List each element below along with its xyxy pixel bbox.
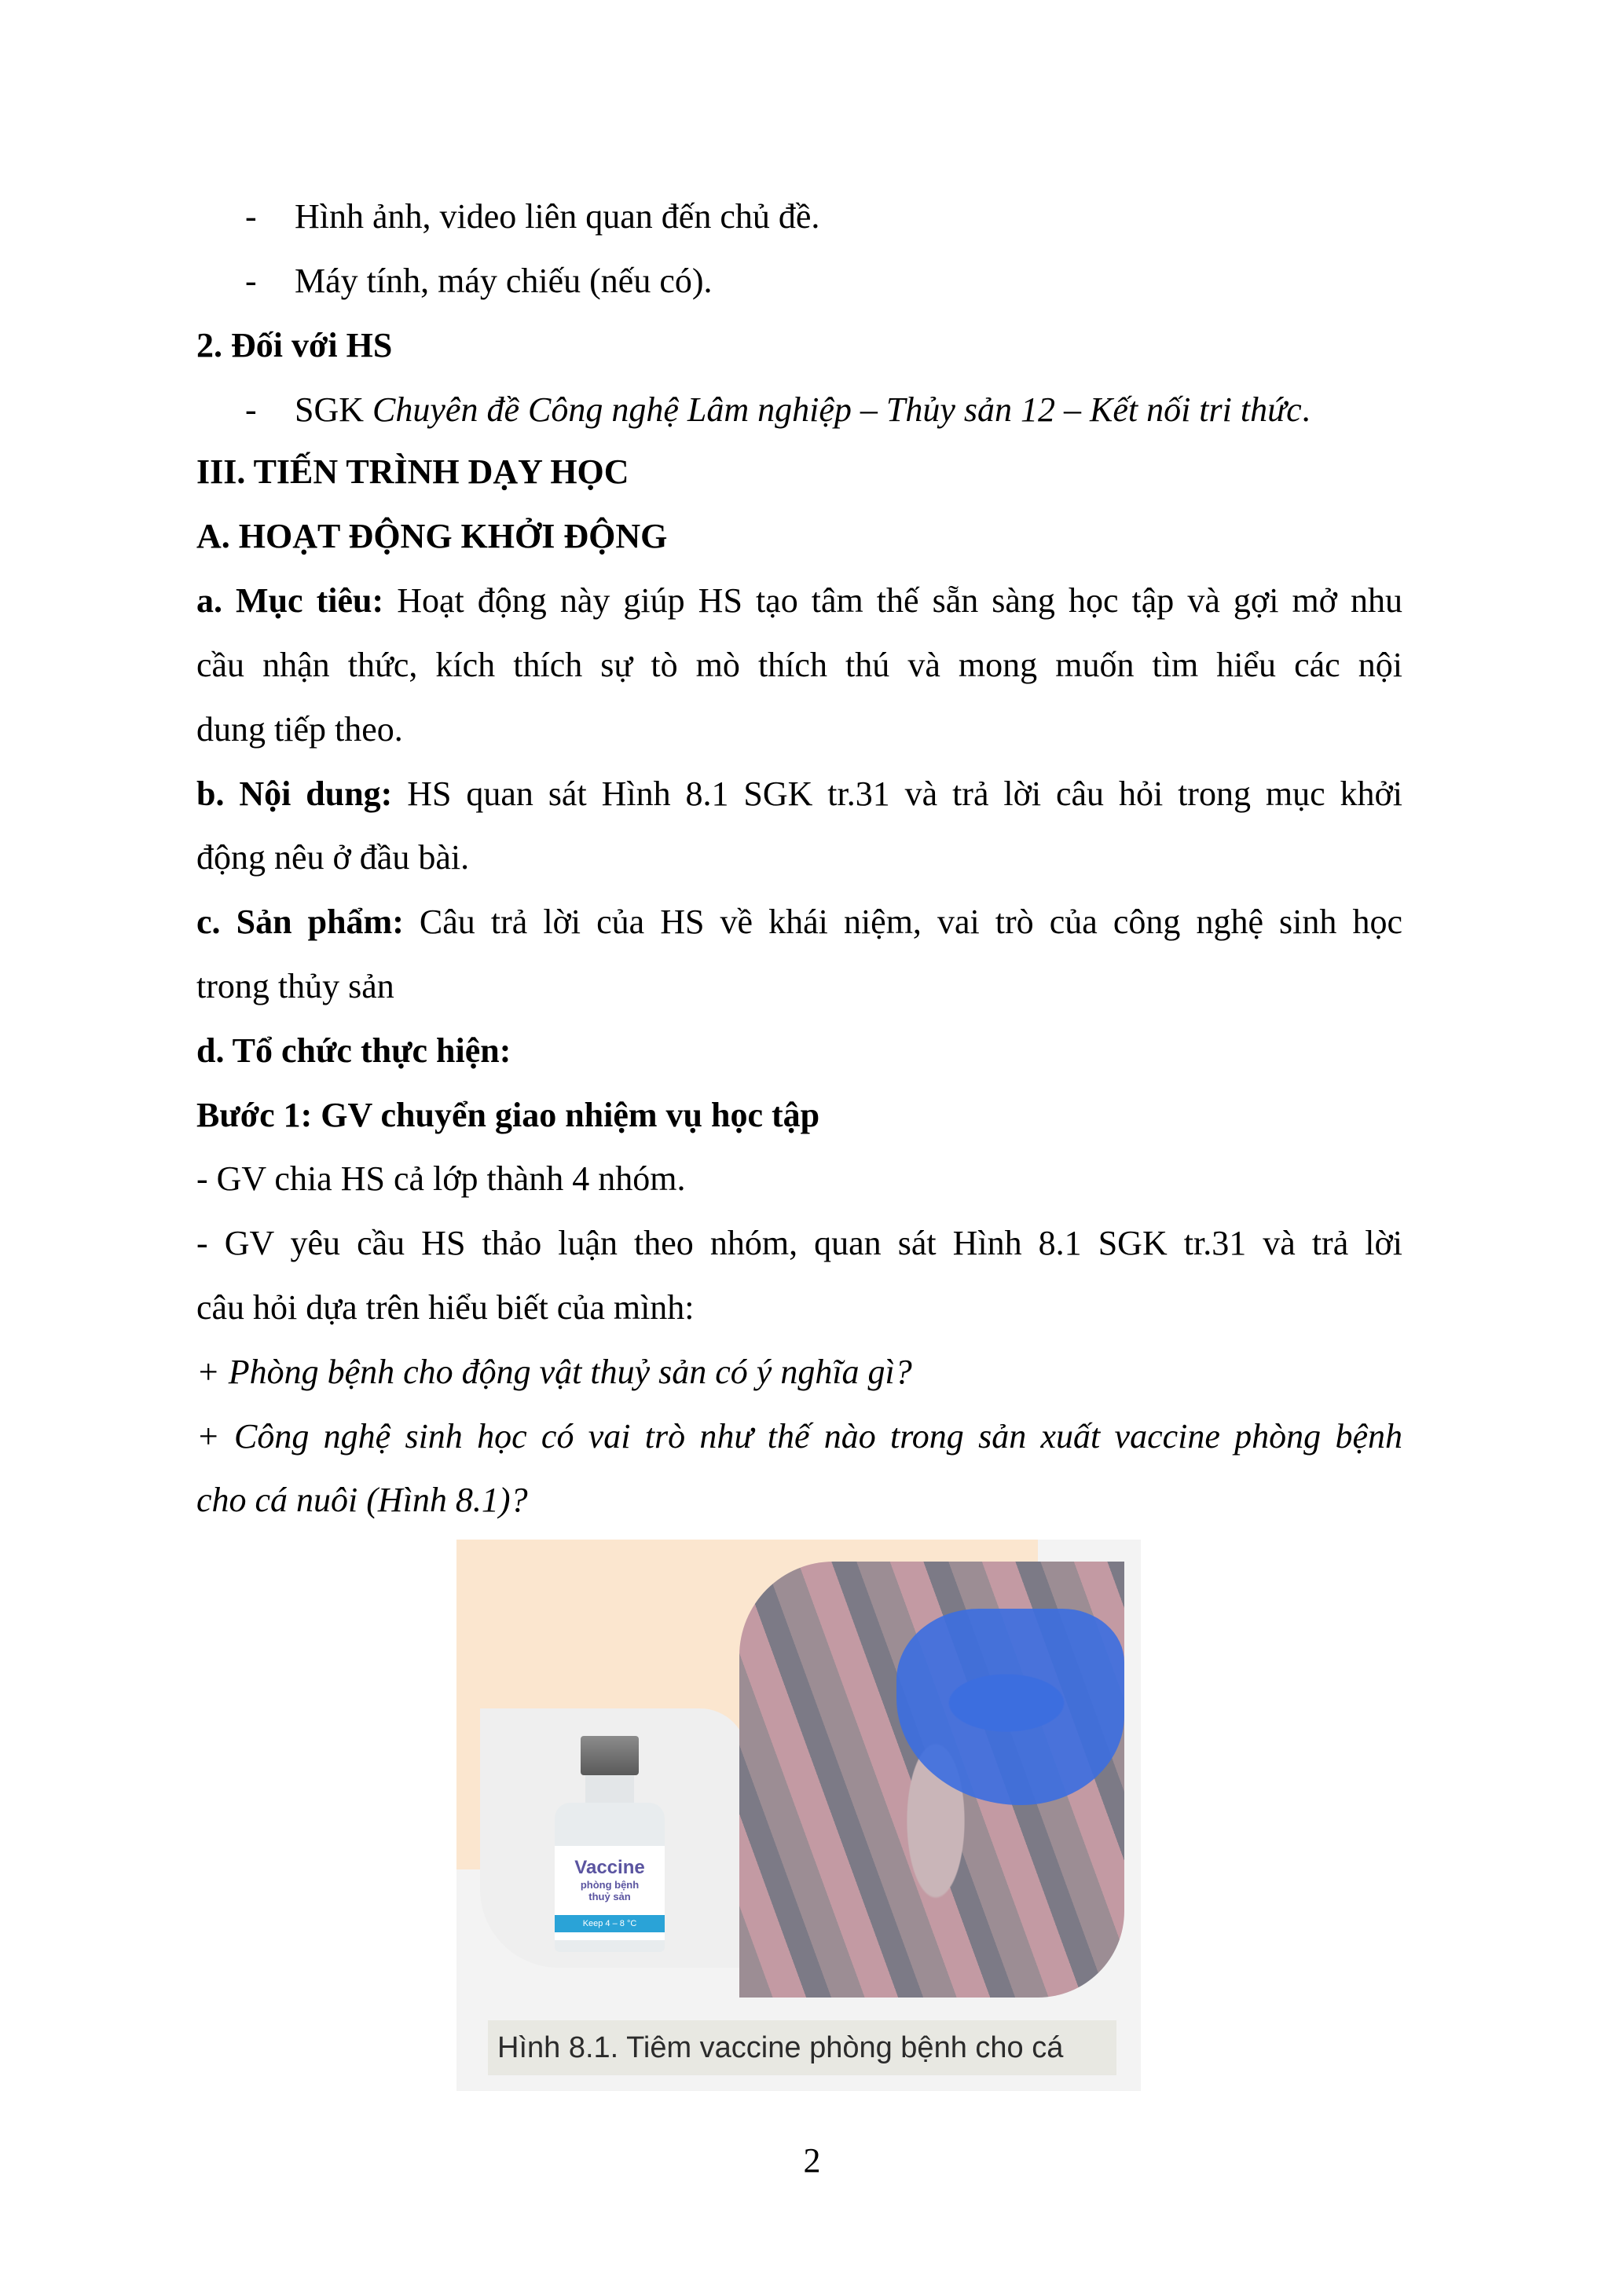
book-title: Chuyên đề Công nghệ Lâm nghiệp – Thủy sản 12 – Kết nối tri thức (372, 390, 1302, 429)
paragraph-line: cầu nhận thức, kích thích sự tò mò thích thú và mong muốn tìm hiểu các nội (196, 646, 1402, 684)
glove (896, 1609, 1124, 1805)
subheading: d. Tổ chức thực hiện: (196, 1031, 511, 1070)
vial-subtitle: phòng bệnh (580, 1879, 640, 1891)
question: + Công nghệ sinh học có vai trò như thế nào trong sản xuất vaccine phòng bệnh (196, 1417, 1402, 1456)
hs-heading: 2. Đối với HS (196, 326, 393, 364)
label: b. Nội dung: (196, 774, 393, 813)
paragraph-line: - GV chia HS cả lớp thành 4 nhóm. (196, 1159, 686, 1198)
question: cho cá nuôi (Hình 8.1)? (196, 1481, 528, 1519)
section-heading: III. TIẾN TRÌNH DẠY HỌC (196, 452, 629, 491)
step-heading: Bước 1: GV chuyển giao nhiệm vụ học tập (196, 1096, 820, 1134)
figure-caption: Hình 8.1. Tiêm vaccine phòng bệnh cho cá (488, 2020, 1116, 2075)
figure-image (456, 1540, 1141, 2091)
list-item: Máy tính, máy chiếu (nếu có). (295, 262, 713, 300)
vial-title: Vaccine (574, 1857, 645, 1878)
text: Câu trả lời của HS về khái niệm, vai trò của công nghệ sinh học (403, 903, 1402, 941)
text: HS quan sát Hình 8.1 SGK tr.31 và trả lời câu hỏi trong mục khởi (392, 774, 1402, 813)
vial-label (555, 1846, 665, 1940)
bullet-dash: - (245, 390, 257, 429)
vial-neck (585, 1775, 634, 1807)
paragraph-line: câu hỏi dựa trên hiểu biết của mình: (196, 1288, 695, 1327)
paragraph-line: động nêu ở đầu bài. (196, 838, 470, 877)
paragraph-line: dung tiếp theo. (196, 710, 403, 749)
text: . (1301, 390, 1311, 429)
vial-storage: Keep 4 – 8 °C (555, 1915, 665, 1932)
paragraph-line: trong thủy sản (196, 967, 394, 1005)
bullet-dash: - (245, 197, 257, 236)
list-item (295, 388, 1402, 432)
paragraph-line (196, 772, 1402, 816)
vaccine-vial (551, 1736, 669, 1956)
paragraph-line (196, 900, 1402, 944)
section-heading: A. HOẠT ĐỘNG KHỞI ĐỘNG (196, 517, 668, 555)
label: a. Mục tiêu: (196, 581, 384, 620)
label: c. Sản phẩm: (196, 903, 404, 941)
question: + Phòng bệnh cho động vật thuỷ sản có ý nghĩa gì? (196, 1353, 912, 1391)
vial-subtitle: thuỷ sản (588, 1891, 631, 1902)
paragraph-line (196, 579, 1402, 623)
bullet-dash: - (245, 262, 257, 300)
list-item: Hình ảnh, video liên quan đến chủ đề. (295, 197, 820, 236)
vial-cap (581, 1736, 639, 1775)
text: Hoạt động này giúp HS tạo tâm thế sẵn sàng học tập và gợi mở nhu (383, 581, 1402, 620)
text: SGK (295, 390, 373, 429)
fish-injection-photo (739, 1562, 1124, 1998)
page-number: 2 (803, 2141, 821, 2180)
paragraph-line: - GV yêu cầu HS thảo luận theo nhóm, quan sát Hình 8.1 SGK tr.31 và trả lời (196, 1224, 1402, 1262)
